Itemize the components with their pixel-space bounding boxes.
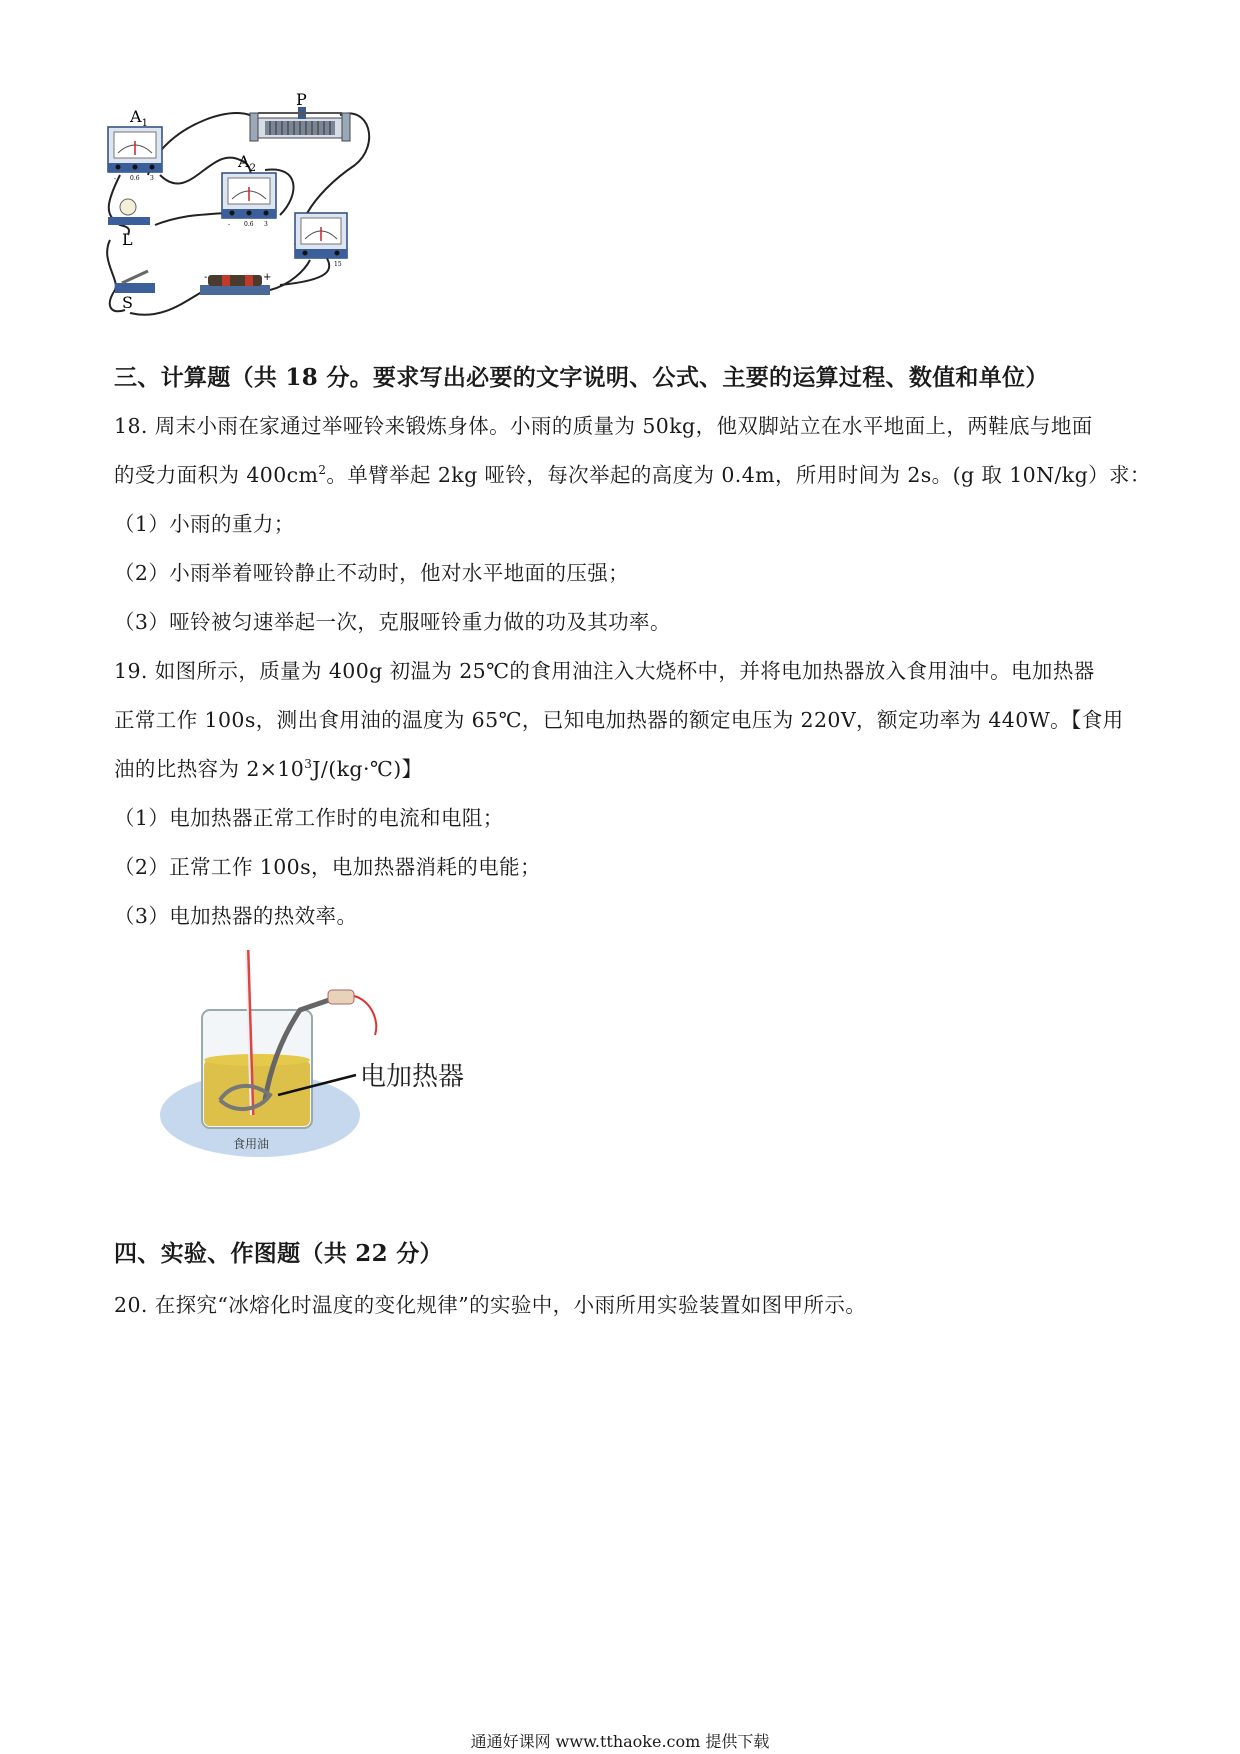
- circuit-figure: [100, 85, 420, 355]
- wire: [280, 255, 329, 285]
- footer: 通通好课网 www.tthaoke.com 提供下载: [470, 1732, 770, 1751]
- oil-label: 食用油: [233, 1137, 270, 1151]
- q19-line2: 正常工作 100s，测出食用油的温度为 65℃，已知电加热器的额定电压为 220V，额定功率为 440W。【食用: [114, 708, 1124, 732]
- q20-line1: 20. 在探究“冰熔化时温度的变化规律”的实验中，小雨所用实验装置如图甲所示。: [114, 1293, 867, 1317]
- beaker-figure: [150, 950, 490, 1170]
- a1-terminal-3: 3: [150, 175, 154, 182]
- label-battery-neg: -: [204, 272, 208, 283]
- q19-part2: （2）正常工作 100s，电加热器消耗的电能；: [114, 855, 541, 879]
- wire: [130, 290, 205, 315]
- voltmeter-terminal-15: 15: [334, 261, 342, 268]
- label-p: P: [296, 90, 307, 109]
- heater-plug: [328, 990, 354, 1004]
- a1-terminal-06: 0.6: [130, 175, 140, 182]
- section3-heading: 三、计算题（共 18 分。要求写出必要的文字说明、公式、主要的运算过程、数值和单位）: [114, 364, 1049, 391]
- lamp-l: [108, 199, 150, 225]
- a2-terminal-06: 0.6: [244, 221, 254, 228]
- switch-s: [115, 271, 155, 293]
- label-l: L: [122, 230, 133, 249]
- ammeter-a1: [108, 127, 162, 172]
- battery: [200, 275, 270, 295]
- q19-line1: 19. 如图所示，质量为 400g 初温为 25℃的食用油注入大烧杯中，并将电加热器放入食用油中。电加热器: [114, 659, 1095, 683]
- a1-terminal-neg: -: [114, 175, 117, 182]
- rheostat-p: [250, 107, 350, 141]
- wire: [270, 260, 310, 290]
- heater-label: 电加热器: [360, 1062, 465, 1092]
- ammeter-a2: [222, 173, 276, 218]
- q18-line2: 的受力面积为 $400cm^2$。单臂举起 2kg 哑铃，每次举起的高度为 0.4m，所用时间为 2s。(g 取 10N/kg）求：: [114, 463, 1151, 487]
- q18-part3: （3）哑铃被匀速举起一次，克服哑铃重力做的功及其功率。: [114, 610, 671, 634]
- label-a2: $A_2$: [238, 152, 256, 174]
- q18-part2: （2）小雨举着哑铃静止不动时，他对水平地面的压强；: [114, 561, 630, 585]
- q19-part3: （3）电加热器的热效率。: [114, 904, 358, 928]
- label-a1: $A_1$: [130, 107, 148, 129]
- a2-terminal-3: 3: [264, 221, 268, 228]
- a2-terminal-neg: -: [228, 221, 231, 228]
- label-battery-pos: +: [263, 272, 272, 283]
- q18-line1: 18. 周末小雨在家通过举哑铃来锻炼身体。小雨的质量为 50kg，他双脚站立在水平地面上，两鞋底与地面: [114, 414, 1093, 438]
- q19-line3: 油的比热容为 $2\times 10^3J/(kg\cdot℃)$】: [114, 757, 423, 781]
- voltmeter: [295, 213, 347, 258]
- wire: [155, 213, 225, 225]
- label-s: S: [122, 293, 133, 312]
- q18-part1: （1）小雨的重力；: [114, 512, 295, 536]
- cooking-oil: [204, 1060, 310, 1126]
- q19-part1: （1）电加热器正常工作时的电流和电阻；: [114, 806, 504, 830]
- section4-heading: 四、实验、作图题（共 22 分）: [114, 1240, 443, 1267]
